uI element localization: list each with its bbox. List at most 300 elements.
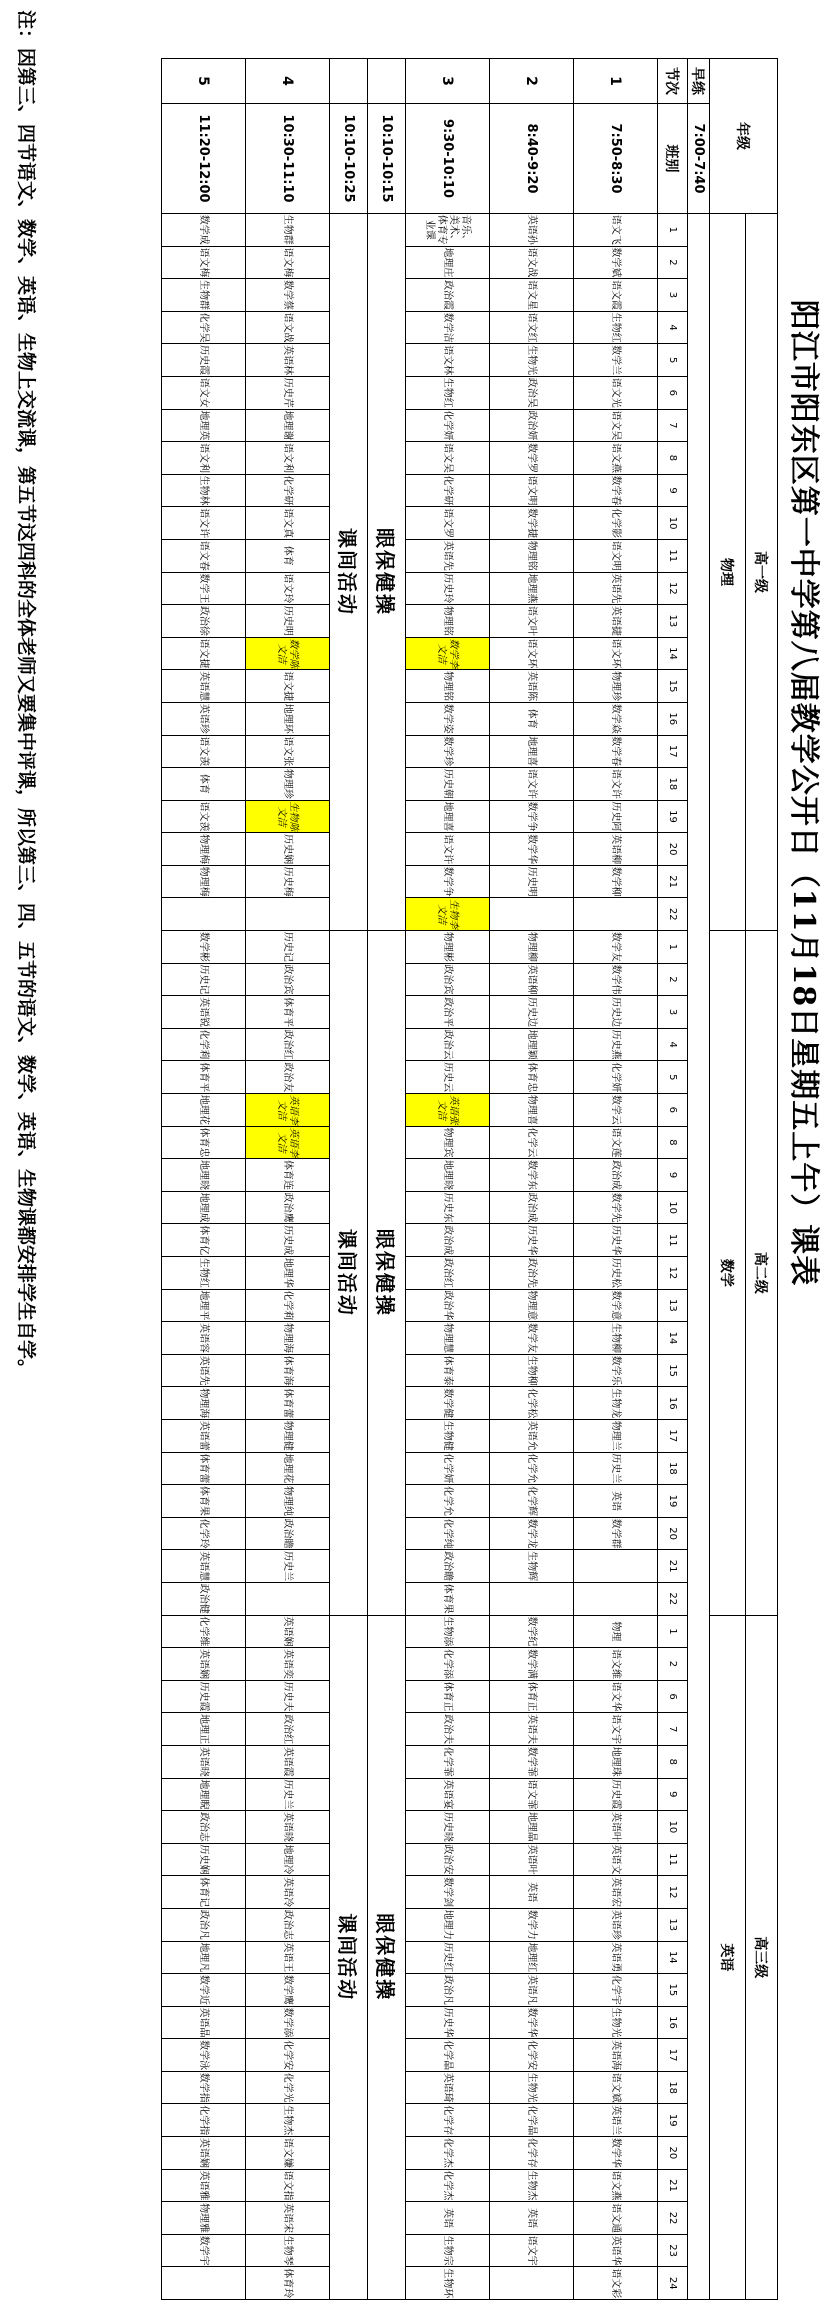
schedule-cell: 语文明 [574, 539, 658, 572]
class-number: 10 [658, 1811, 688, 1844]
schedule-cell: 体育 [246, 539, 330, 572]
class-number: 22 [658, 1582, 688, 1615]
zaolian-label: 早练 [688, 59, 710, 104]
schedule-cell: 数学友 [490, 1322, 574, 1355]
schedule-cell: 语文罗 [406, 507, 490, 540]
schedule-cell: 语文女 [162, 376, 246, 409]
schedule-cell: 数学斌 [574, 246, 658, 279]
class-number: 1 [658, 214, 688, 247]
period-time: 9:30-10:10 [406, 104, 490, 214]
schedule-cell: 语文环 [490, 637, 574, 670]
class-number: 2 [658, 963, 688, 996]
schedule-cell: 地理红 [490, 1941, 574, 1974]
schedule-cell: 英语娴 [162, 1648, 246, 1681]
class-number: 16 [658, 702, 688, 735]
schedule-cell: 语文梅 [246, 246, 330, 279]
schedule-cell: 英语雅 [162, 2169, 246, 2202]
schedule-cell: 数学剑 [406, 1876, 490, 1909]
schedule-cell: 地理凡 [162, 1941, 246, 1974]
class-number: 14 [658, 1941, 688, 1974]
schedule-cell: 数学满 [490, 1648, 574, 1681]
period-number: 3 [406, 59, 490, 104]
schedule-cell: 体育连 [246, 1159, 330, 1192]
schedule-cell: 数学力 [490, 1908, 574, 1941]
schedule-cell: 地理正 [162, 1713, 246, 1746]
schedule-cell: 化学妍 [406, 409, 490, 442]
schedule-cell: 英语宋 [246, 2202, 330, 2235]
schedule-cell: 历史兰 [246, 1550, 330, 1583]
schedule-cell: 语文林 [406, 344, 490, 377]
schedule-cell: 英语陈 [490, 670, 574, 703]
schedule-cell: 历史明 [246, 605, 330, 638]
schedule-cell: 数学兰 [574, 344, 658, 377]
schedule-cell: 英语允 [490, 1420, 574, 1453]
schedule-cell: 体育蕾 [246, 1387, 330, 1420]
schedule-cell: 政治华 [406, 1289, 490, 1322]
period-time: 7:50-8:30 [574, 104, 658, 214]
schedule-cell: 英语 [574, 1485, 658, 1518]
schedule-cell: 物理彬 [406, 931, 490, 964]
schedule-cell [162, 898, 246, 931]
schedule-cell: 生物环 [406, 2267, 490, 2300]
period-number: 5 [162, 59, 246, 104]
schedule-cell: 数学李文洁 [406, 637, 490, 670]
schedule-cell [574, 1550, 658, 1583]
class-number: 13 [658, 605, 688, 638]
schedule-cell: 政治成 [406, 1224, 490, 1257]
grade-name: 高二级 [746, 931, 778, 1615]
class-number: 7 [658, 409, 688, 442]
schedule-cell: 政治宾 [246, 963, 330, 996]
schedule-cell: 数学添 [246, 2006, 330, 2039]
schedule-cell: 语文燕 [574, 442, 658, 475]
schedule-cell: 化学杰 [406, 2169, 490, 2202]
zaolian-blank [688, 214, 710, 2300]
schedule-cell: 历史娴 [162, 1843, 246, 1876]
schedule-cell: 历史晓 [406, 1811, 490, 1844]
schedule-cell: 语文霏 [490, 1778, 574, 1811]
schedule-cell: 语文燕 [574, 2169, 658, 2202]
schedule-cell: 物理健 [246, 1420, 330, 1453]
schedule-cell: 数学蔡 [246, 279, 330, 312]
class-number: 17 [658, 1420, 688, 1453]
break-activity-band: 课间活动 [330, 1615, 368, 2299]
period-time: 8:40-9:20 [490, 104, 574, 214]
period-time: 10:30-11:10 [246, 104, 330, 214]
schedule-cell: 英语勇 [574, 1941, 658, 1974]
schedule-cell: 地理颖 [490, 1028, 574, 1061]
schedule-cell: 历史夫 [246, 1680, 330, 1713]
schedule-cell: 政治安 [406, 1843, 490, 1876]
schedule-cell: 化学存 [406, 2104, 490, 2137]
schedule-cell: 物理柳 [490, 931, 574, 964]
schedule-cell: 物理铭 [490, 539, 574, 572]
schedule-cell: 生物琴 [246, 2234, 330, 2267]
schedule-cell [162, 2267, 246, 2300]
eye-exercise-band: 眼保健操 [368, 1615, 406, 2299]
schedule-cell: 语文捷 [162, 637, 246, 670]
schedule-cell: 地理喜 [406, 800, 490, 833]
schedule-cell: 物理兰 [574, 1420, 658, 1453]
schedule-cell: 数学先 [574, 1191, 658, 1224]
schedule-cell: 语文许 [490, 768, 574, 801]
schedule-cell: 生物光 [574, 2006, 658, 2039]
schedule-cell: 语文彩 [574, 2267, 658, 2300]
activity-break-time: 10:10-10:25 [330, 104, 368, 214]
class-number: 13 [658, 1908, 688, 1941]
schedule-cell: 政治志 [162, 1811, 246, 1844]
schedule-cell: 语文真 [246, 507, 330, 540]
schedule-cell: 历史云 [406, 1061, 490, 1094]
class-number: 23 [658, 2234, 688, 2267]
schedule-cell: 语文许 [574, 768, 658, 801]
schedule-cell: 化学研 [246, 474, 330, 507]
eye-break-blank [368, 59, 406, 104]
schedule-cell: 政治夫 [406, 1713, 490, 1746]
schedule-cell: 语文宇 [490, 2234, 574, 2267]
schedule-cell: 语文捷 [246, 670, 330, 703]
class-number: 2 [658, 1648, 688, 1681]
schedule-cell: 体育海 [246, 1354, 330, 1387]
schedule-cell: 化学晶 [406, 2039, 490, 2072]
schedule-cell: 历史娴 [246, 833, 330, 866]
schedule-cell: 地理花 [162, 1094, 246, 1127]
schedule-cell: 生物李文洁 [406, 898, 490, 931]
activity-break-blank [330, 59, 368, 104]
schedule-cell: 体育 [490, 702, 574, 735]
class-number: 13 [658, 1289, 688, 1322]
schedule-cell: 化学妍 [406, 1452, 490, 1485]
schedule-cell: 化学妍 [574, 1061, 658, 1094]
grade-header-label: 年级 [710, 59, 778, 214]
schedule-cell: 语文嫌 [246, 2137, 330, 2170]
schedule-cell: 语文利 [246, 442, 330, 475]
schedule-cell: 化学允 [406, 1485, 490, 1518]
schedule-cell: 生物群 [246, 214, 330, 247]
schedule-cell: 地理晓 [162, 1159, 246, 1192]
class-number: 6 [658, 376, 688, 409]
page-title: 阳江市阳东区第一中学第八届教学公开日（11月18日星期五上午）课表 [786, 299, 821, 1287]
schedule-cell: 语文宇 [574, 1713, 658, 1746]
schedule-cell: 历史兰 [246, 1778, 330, 1811]
class-number: 15 [658, 670, 688, 703]
schedule-cell: 地理环 [246, 702, 330, 735]
schedule-cell: 政治凡 [406, 1974, 490, 2007]
schedule-cell: 体育蕾 [162, 1452, 246, 1485]
schedule-cell: 英语珍 [162, 702, 246, 735]
class-number: 5 [658, 344, 688, 377]
class-number: 20 [658, 2137, 688, 2170]
schedule-cell: 化学霏 [406, 1745, 490, 1778]
schedule-cell: 英语慧 [162, 670, 246, 703]
schedule-cell: 地理喜 [490, 735, 574, 768]
schedule-cell: 历史霞 [162, 1680, 246, 1713]
schedule-cell: 语文吴 [574, 409, 658, 442]
class-number: 8 [658, 442, 688, 475]
schedule-cell: 体育正 [406, 1680, 490, 1713]
class-number: 4 [658, 311, 688, 344]
class-number: 3 [658, 996, 688, 1029]
schedule-cell: 英语捷 [574, 605, 658, 638]
schedule-cell: 英语海 [574, 2039, 658, 2072]
schedule-cell: 数学华 [490, 833, 574, 866]
schedule-cell: 英语晶 [162, 2006, 246, 2039]
schedule-cell: 生物辉 [490, 1550, 574, 1583]
schedule-cell: 数学罗 [490, 442, 574, 475]
schedule-cell: 体育泰 [406, 1354, 490, 1387]
schedule-cell: 语文许 [406, 833, 490, 866]
schedule-cell: 体育 [162, 768, 246, 801]
schedule-cell: 语文战 [490, 246, 574, 279]
class-number: 10 [658, 1191, 688, 1224]
schedule-cell: 生物光 [490, 2071, 574, 2104]
schedule-cell: 化学晶 [490, 2104, 574, 2137]
schedule-cell: 生物林 [162, 474, 246, 507]
schedule-cell: 化学指 [162, 2104, 246, 2137]
schedule-cell: 数学华 [490, 2006, 574, 2039]
schedule-cell: 数学彬 [162, 931, 246, 964]
schedule-cell: 语文玲 [246, 572, 330, 605]
schedule-cell: 政治瞻 [406, 1550, 490, 1583]
grade-subject: 物理 [710, 214, 746, 931]
schedule-cell: 语文莲 [574, 1126, 658, 1159]
schedule-cell: 历史红 [406, 1941, 490, 1974]
schedule-cell: 地理平 [162, 1289, 246, 1322]
schedule-cell: 政治吴 [490, 376, 574, 409]
class-number: 8 [658, 1126, 688, 1159]
schedule-cell: 化学松 [490, 1387, 574, 1420]
schedule-cell: 英语李文洁 [246, 1094, 330, 1127]
schedule-cell: 政治先 [490, 1257, 574, 1290]
schedule-cell: 英语蕾 [162, 1420, 246, 1453]
schedule-cell: 英语夫 [490, 1713, 574, 1746]
schedule-cell: 生物健 [406, 1420, 490, 1453]
schedule-cell: 英语文 [574, 1843, 658, 1876]
class-number: 21 [658, 865, 688, 898]
schedule-cell: 数学友 [574, 931, 658, 964]
schedule-cell: 语文光 [574, 376, 658, 409]
class-number: 17 [658, 735, 688, 768]
schedule-cell: 政治宾 [406, 963, 490, 996]
schedule-cell [246, 898, 330, 931]
schedule-cell: 英语李文洁 [246, 1126, 330, 1159]
schedule-cell: 物理 [574, 1615, 658, 1648]
schedule-cell: 物理宾 [406, 1126, 490, 1159]
schedule-cell: 数学成 [162, 214, 246, 247]
schedule-cell: 语文梅 [162, 246, 246, 279]
schedule-cell: 历史东 [406, 1191, 490, 1224]
class-number: 21 [658, 2169, 688, 2202]
eye-exercise-band: 眼保健操 [368, 931, 406, 1615]
schedule-cell: 化学存 [490, 2137, 574, 2170]
schedule-cell: 地理燕 [490, 572, 574, 605]
schedule-cell: 生物光 [490, 344, 574, 377]
class-number: 21 [658, 1550, 688, 1583]
class-number: 8 [658, 1745, 688, 1778]
schedule-cell: 数学东 [490, 1159, 574, 1192]
timetable-grid [161, 58, 778, 2300]
schedule-cell: 化学莉 [162, 1028, 246, 1061]
schedule-cell: 历史朝 [406, 768, 490, 801]
schedule-cell: 化学辉 [490, 1485, 574, 1518]
schedule-cell: 英语冷 [246, 1876, 330, 1909]
period-number: 2 [490, 59, 574, 104]
schedule-cell: 体育忠 [162, 1126, 246, 1159]
footnote: 注：因第三、四节语文、数学、英语、生物上交流课，第五节这四科的全体老师又要集中评课，所以第三、四、五节的语文、数学、英语、生物课都安排学生自学。 [15, 10, 37, 1379]
schedule-cell: 语文霞 [574, 279, 658, 312]
schedule-cell: 语文叶 [490, 605, 574, 638]
schedule-cell: 生物红 [162, 1257, 246, 1290]
class-number: 24 [658, 2267, 688, 2300]
class-number: 11 [658, 1224, 688, 1257]
schedule-cell: 政治红 [246, 1028, 330, 1061]
schedule-cell: 物理梅 [162, 865, 246, 898]
schedule-cell: 数学健 [406, 1387, 490, 1420]
schedule-cell: 物理海 [246, 1322, 330, 1355]
class-number: 18 [658, 1452, 688, 1485]
schedule-cell: 数学姿 [406, 702, 490, 735]
schedule-cell: 数学春 [574, 735, 658, 768]
schedule-cell: 语文吴 [406, 442, 490, 475]
class-number: 18 [658, 768, 688, 801]
class-number: 17 [658, 2039, 688, 2072]
schedule-cell: 地理晓 [406, 1159, 490, 1192]
schedule-cell: 体育果 [406, 1582, 490, 1615]
schedule-cell: 化学云 [490, 1126, 574, 1159]
schedule-cell: 地理谢 [246, 409, 330, 442]
schedule-cell: 生物柳 [490, 1354, 574, 1387]
class-number: 16 [658, 1387, 688, 1420]
break-activity-band: 课间活动 [330, 214, 368, 931]
schedule-cell: 物理喜 [490, 1094, 574, 1127]
schedule-cell: 地理晶 [490, 1811, 574, 1844]
schedule-cell: 音乐、美术、体育专业课 [406, 214, 490, 247]
schedule-cell: 历史记 [246, 931, 330, 964]
schedule-cell: 英语叶 [574, 1811, 658, 1844]
schedule-cell: 地理华 [246, 1257, 330, 1290]
schedule-cell: 化学玲 [162, 1517, 246, 1550]
schedule-cell: 体育亿 [162, 1224, 246, 1257]
schedule-cell: 地理花 [246, 1452, 330, 1485]
schedule-cell: 历史边 [574, 996, 658, 1029]
schedule-cell: 历史松 [574, 1257, 658, 1290]
schedule-cell: 语文华 [574, 1680, 658, 1713]
schedule-cell: 数学近 [162, 1974, 246, 2007]
schedule-cell: 化学光 [246, 2071, 330, 2104]
schedule-cell: 数学捷 [490, 507, 574, 540]
schedule-cell: 历史燕 [574, 1028, 658, 1061]
schedule-cell: 化学莉 [246, 1289, 330, 1322]
schedule-cell: 化学研 [406, 474, 490, 507]
schedule-cell: 英语张文洁 [406, 1094, 490, 1127]
schedule-cell: 历史阿 [574, 800, 658, 833]
class-number: 9 [658, 1778, 688, 1811]
schedule-cell: 语文春 [162, 539, 246, 572]
class-number: 6 [658, 1094, 688, 1127]
schedule-cell: 数学柳 [574, 865, 658, 898]
schedule-cell: 体育平 [246, 996, 330, 1029]
schedule-cell: 数学宇 [162, 2234, 246, 2267]
schedule-cell: 历史华 [406, 2006, 490, 2039]
schedule-cell: 历史兰 [574, 1452, 658, 1485]
class-number: 2 [658, 246, 688, 279]
schedule-cell: 生物群 [162, 279, 246, 312]
class-number: 11 [658, 1843, 688, 1876]
schedule-cell: 政治红 [406, 1257, 490, 1290]
schedule-cell: 语文斌 [574, 2071, 658, 2104]
period-time: 11:20-12:00 [162, 104, 246, 214]
schedule-cell [246, 1582, 330, 1615]
schedule-cell: 数学意 [574, 1289, 658, 1322]
schedule-cell: 英语 [406, 2202, 490, 2235]
schedule-cell: 地理冷 [246, 1843, 330, 1876]
schedule-cell: 物理珍 [574, 670, 658, 703]
schedule-cell: 英语柳 [574, 833, 658, 866]
schedule-cell: 生物龙 [574, 1387, 658, 1420]
schedule-cell: 英语华 [574, 2234, 658, 2267]
class-number: 18 [658, 2071, 688, 2104]
class-number: 10 [658, 507, 688, 540]
schedule-cell: 语文利 [162, 442, 246, 475]
schedule-cell: 语文明 [490, 474, 574, 507]
schedule-cell: 数学春 [574, 474, 658, 507]
schedule-cell: 数学鹰 [246, 1974, 330, 2007]
schedule-cell: 地理力 [406, 1908, 490, 1941]
schedule-cell: 数学霏 [490, 1745, 574, 1778]
schedule-cell: 地理英 [162, 409, 246, 442]
class-number: 14 [658, 1322, 688, 1355]
schedule-cell: 生物柳 [574, 1322, 658, 1355]
schedule-cell: 英语先 [162, 1354, 246, 1387]
schedule-cell: 政治成 [574, 1159, 658, 1192]
schedule-cell: 地理庄 [406, 246, 490, 279]
class-number: 11 [658, 539, 688, 572]
schedule-cell [574, 898, 658, 931]
schedule-cell: 英语奕 [246, 1648, 330, 1681]
schedule-cell: 英语柳 [490, 963, 574, 996]
schedule-cell: 化学安 [490, 2039, 574, 2072]
schedule-cell: 英语 [490, 1876, 574, 1909]
schedule-cell: 体育平 [162, 1061, 246, 1094]
schedule-cell: 化学添 [406, 1648, 490, 1681]
schedule-cell: 体育果 [162, 1485, 246, 1518]
schedule-cell: 历史边 [490, 996, 574, 1029]
schedule-cell [574, 1582, 658, 1615]
schedule-cell: 生物杰 [246, 2104, 330, 2137]
schedule-cell: 数学焱 [574, 702, 658, 735]
schedule-cell: 物理海 [162, 1387, 246, 1420]
class-number: 19 [658, 1485, 688, 1518]
schedule-cell: 化学维 [162, 1615, 246, 1648]
class-number: 14 [658, 637, 688, 670]
schedule-cell: 生物添 [406, 1615, 490, 1648]
schedule-cell: 化学宇 [574, 1974, 658, 2007]
class-number: 12 [658, 572, 688, 605]
schedule-cell: 数学珍 [406, 735, 490, 768]
schedule-cell: 历史成 [246, 1224, 330, 1257]
class-number: 19 [658, 2104, 688, 2137]
schedule-cell: 政治凡 [162, 1908, 246, 1941]
schedule-cell: 英语琦 [406, 2071, 490, 2104]
schedule-cell: 物理铭 [406, 605, 490, 638]
schedule-cell: 数学指 [162, 2071, 246, 2104]
schedule-cell: 政治鹰 [246, 1191, 330, 1224]
schedule-cell: 语文许 [162, 507, 246, 540]
eye-exercise-band: 眼保健操 [368, 214, 406, 931]
period-number: 1 [574, 59, 658, 104]
class-number: 9 [658, 474, 688, 507]
schedule-cell: 政治云 [406, 1028, 490, 1061]
